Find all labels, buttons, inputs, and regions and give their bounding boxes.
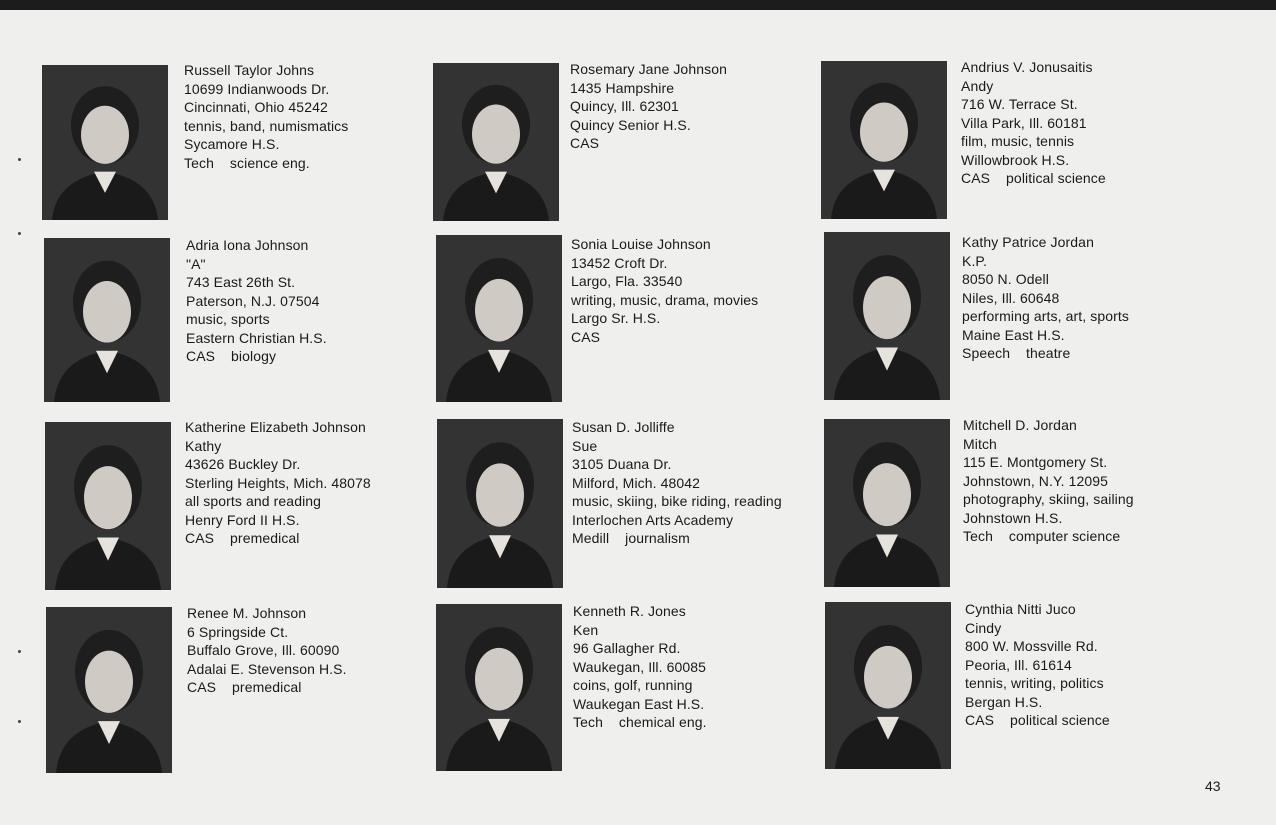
- info-line: Waukegan East H.S.: [573, 695, 705, 712]
- student-name: Renee M. Johnson: [187, 605, 307, 621]
- info-line: Adalai E. Stevenson H.S.: [187, 660, 347, 677]
- info-line: Milford, Mich. 48042: [572, 474, 701, 491]
- info-line: Sue: [572, 437, 598, 454]
- portrait-silhouette: [44, 238, 170, 402]
- info-line: Willowbrook H.S.: [961, 151, 1070, 168]
- student-photo: [821, 61, 947, 219]
- info-line: photography, skiing, sailing: [963, 491, 1134, 507]
- portrait-silhouette: [824, 419, 950, 587]
- student-name: Cynthia Nitti Juco: [965, 601, 1076, 617]
- portrait-silhouette: [433, 63, 559, 221]
- student-name: Kathy Patrice Jordan: [962, 234, 1094, 250]
- info-line: Cincinnati, Ohio 45242: [184, 99, 328, 115]
- student-info: [185, 418, 371, 548]
- info-line: music, sports: [186, 311, 270, 327]
- portrait-silhouette: [825, 602, 951, 769]
- student-name: Katherine Elizabeth Johnson: [185, 419, 366, 435]
- info-line: film, music, tennis: [961, 133, 1075, 149]
- info-line: CAS political science: [965, 712, 1110, 728]
- info-line: tennis, band, numismatics: [184, 117, 349, 134]
- portrait-silhouette: [436, 604, 562, 771]
- student-name: Kenneth R. Jones: [573, 603, 686, 619]
- info-line: 43626 Buckley Dr.: [185, 456, 301, 472]
- info-line: CAS premedical: [185, 530, 300, 546]
- student-photo: [45, 422, 171, 590]
- binder-mark: [18, 232, 21, 235]
- portrait-silhouette: [45, 422, 171, 590]
- info-line: Henry Ford II H.S.: [185, 511, 300, 528]
- info-line: Niles, Ill. 60648: [962, 289, 1060, 306]
- student-info: [963, 416, 1134, 546]
- yearbook-page: [0, 10, 1276, 825]
- info-line: 8050 N. Odell: [962, 271, 1049, 287]
- student-info: [965, 600, 1110, 730]
- student-name: Russell Taylor Johns: [184, 62, 315, 78]
- info-line: Quincy, Ill. 62301: [570, 98, 679, 114]
- info-line: Interlochen Arts Academy: [572, 511, 734, 528]
- info-line: Johnstown H.S.: [963, 509, 1063, 526]
- info-line: coins, golf, running: [573, 677, 693, 693]
- student-photo: [825, 602, 951, 769]
- info-line: Mitch: [963, 435, 997, 452]
- info-line: Tech science eng.: [184, 154, 310, 171]
- info-line: K.P.: [962, 252, 988, 269]
- student-name: Rosemary Jane Johnson: [570, 61, 727, 77]
- info-line: 1435 Hampshire: [570, 79, 675, 96]
- info-line: Johnstown, N.Y. 12095: [963, 472, 1109, 489]
- info-line: CAS political science: [961, 170, 1106, 186]
- student-info: [186, 236, 327, 366]
- student-photo: [824, 232, 950, 400]
- portrait-silhouette: [821, 61, 947, 219]
- student-photo: [436, 235, 562, 402]
- student-info: [573, 602, 707, 732]
- info-line: Buffalo Grove, Ill. 60090: [187, 642, 340, 658]
- portrait-silhouette: [436, 235, 562, 402]
- info-line: Tech chemical eng.: [573, 714, 707, 730]
- info-line: CAS: [570, 135, 600, 151]
- info-line: 96 Gallagher Rd.: [573, 640, 681, 656]
- student-photo: [437, 419, 563, 588]
- info-line: 743 East 26th St.: [186, 274, 296, 290]
- info-line: Kathy: [185, 437, 222, 454]
- info-line: Largo Sr. H.S.: [571, 310, 661, 326]
- student-name: Susan D. Jolliffe: [572, 419, 675, 435]
- student-photo: [824, 419, 950, 587]
- student-info: [962, 233, 1129, 363]
- portrait-silhouette: [437, 419, 563, 588]
- student-info: [572, 418, 782, 548]
- student-info: [570, 60, 727, 153]
- binder-mark: [18, 158, 21, 161]
- student-photo: [42, 65, 168, 220]
- info-line: 716 W. Terrace St.: [961, 96, 1078, 112]
- info-line: Eastern Christian H.S.: [186, 329, 327, 346]
- info-line: Paterson, N.J. 07504: [186, 292, 320, 309]
- info-line: Quincy Senior H.S.: [570, 116, 691, 133]
- info-line: 10699 Indianwoods Dr.: [184, 80, 330, 97]
- info-line: "A": [186, 255, 206, 272]
- info-line: 6 Springside Ct.: [187, 623, 289, 640]
- info-line: Largo, Fla. 33540: [571, 273, 683, 289]
- info-line: CAS premedical: [187, 679, 302, 695]
- info-line: Bergan H.S.: [965, 693, 1043, 710]
- student-photo: [433, 63, 559, 221]
- info-line: tennis, writing, politics: [965, 675, 1104, 691]
- info-line: Speech theatre: [962, 345, 1071, 361]
- student-name: Adria Iona Johnson: [186, 237, 309, 253]
- info-line: all sports and reading: [185, 493, 322, 509]
- student-name: Mitchell D. Jordan: [963, 417, 1077, 433]
- binder-mark: [18, 650, 21, 653]
- page-number: 43: [1205, 778, 1221, 794]
- info-line: Medill journalism: [572, 530, 690, 546]
- student-photo: [46, 607, 172, 773]
- binder-mark: [18, 720, 21, 723]
- student-info: [187, 604, 347, 697]
- student-photo: [44, 238, 170, 402]
- info-line: music, skiing, bike riding, reading: [572, 493, 782, 509]
- info-line: Sterling Heights, Mich. 48078: [185, 474, 371, 491]
- student-info: [961, 58, 1106, 188]
- info-line: Sycamore H.S.: [184, 136, 280, 152]
- info-line: 3105 Duana Dr.: [572, 456, 672, 472]
- student-info: [571, 235, 758, 346]
- info-line: Ken: [573, 621, 599, 638]
- student-photo: [436, 604, 562, 771]
- info-line: 800 W. Mossville Rd.: [965, 638, 1098, 654]
- info-line: writing, music, drama, movies: [571, 291, 759, 308]
- portrait-silhouette: [46, 607, 172, 773]
- student-info: [184, 61, 348, 172]
- info-line: 115 E. Montgomery St.: [963, 454, 1108, 470]
- student-name: Andrius V. Jonusaitis: [961, 59, 1093, 75]
- info-line: Peoria, Ill. 61614: [965, 656, 1072, 673]
- info-line: Waukegan, Ill. 60085: [573, 658, 707, 675]
- info-line: 13452 Croft Dr.: [571, 254, 668, 271]
- info-line: Cindy: [965, 619, 1002, 636]
- info-line: Andy: [961, 77, 994, 94]
- info-line: Villa Park, Ill. 60181: [961, 114, 1087, 131]
- student-name: Sonia Louise Johnson: [571, 236, 711, 252]
- info-line: CAS: [571, 328, 601, 345]
- portrait-silhouette: [42, 65, 168, 220]
- info-line: Maine East H.S.: [962, 326, 1065, 343]
- info-line: CAS biology: [186, 348, 277, 364]
- portrait-silhouette: [824, 232, 950, 400]
- info-line: performing arts, art, sports: [962, 308, 1129, 324]
- info-line: Tech computer science: [963, 528, 1121, 544]
